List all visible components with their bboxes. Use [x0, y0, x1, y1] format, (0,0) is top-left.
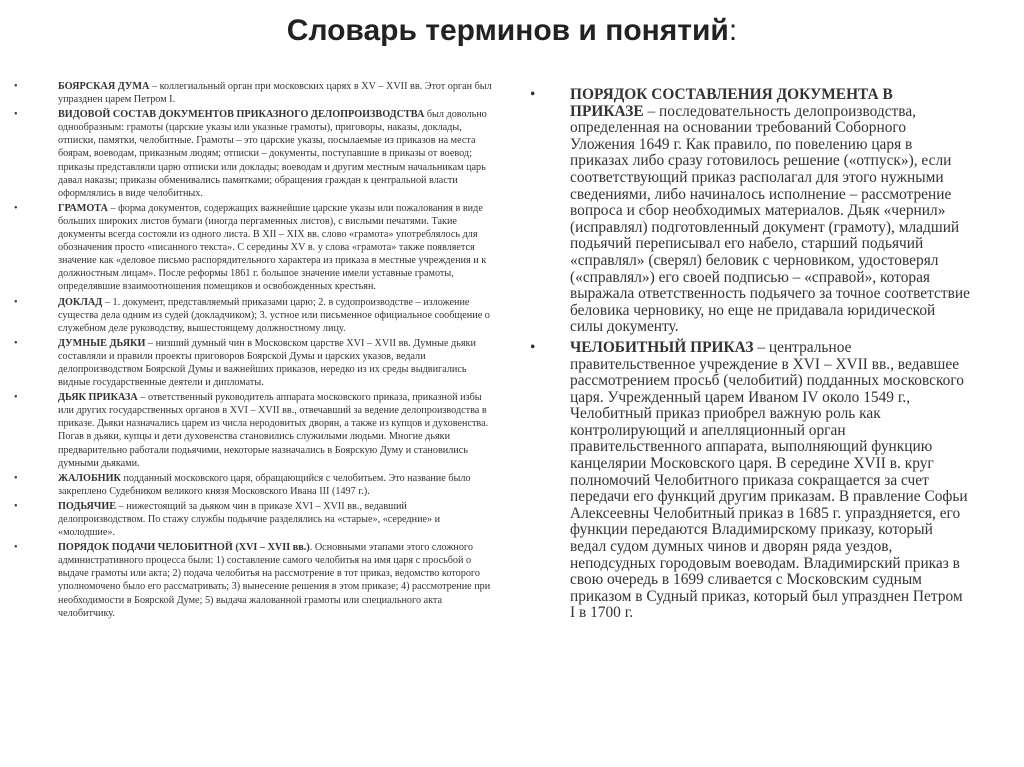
glossary-term: ДУМНЫЕ ДЬЯКИ — [58, 337, 146, 349]
glossary-item — [14, 337, 496, 389]
glossary-term: ДОКЛАД — [58, 296, 103, 308]
glossary-item — [14, 296, 496, 335]
glossary-term: ПОРЯДОК СОСТАВЛЕНИЯ ДОКУМЕНТА В ПРИКАЗЕ — [570, 86, 893, 120]
glossary-term: БОЯРСКАЯ ДУМА — [58, 81, 150, 92]
title-main: Словарь терминов и понятий — [286, 14, 729, 47]
glossary-term: ДЬЯК ПРИКАЗА — [58, 392, 138, 404]
glossary-definition: – нижестоящий за дьяком чин в приказе XVI – XVII вв., ведавший делопроизводством. По стажу службы подьячие разделялись на «старые», «середние» и «молодшие». — [58, 500, 441, 539]
glossary-term: ГРАМОТА — [58, 202, 108, 214]
glossary-term: ПОРЯДОК ПОДАЧИ ЧЕЛОБИТНОЙ (XVI – XVII вв.) — [58, 542, 310, 554]
glossary-item — [14, 472, 496, 498]
bullet-icon: • — [14, 500, 18, 512]
glossary-item — [14, 80, 496, 106]
bullet-icon: • — [14, 542, 18, 554]
glossary-definition: был довольно однообразным: грамоты (царские указы или указные грамоты), приговоры, наказы, доклады, отписки, памятки, челобитные. Грамоты – это царские указы, посылаемые из приказов на места боярам, воеводам, приказным людям; отписки – документы, поступавшие в приказы от воевод; приказы представляли царю отписки или доклады; воеводам и другим местным начальникам царь давал наказы; приказы обменивались памятками; обращения граждан к центральной власти оформлялись в виде челобитных. — [58, 109, 487, 199]
glossary-definition: – ответственный руководитель аппарата московского приказа, приказной избы или других государственных органов в XVI – XVII вв., отвечавший за ведение делопроизводства в приказе. Дьяки назначались царем из числа неродовитых дворян, а также из купцов и духовенства. Погав в дьяки, купцы и дети духовенства становились служилыми людьми. Многие дьяки предварительно работали подьячими, некоторые назначались в Боярскую Думу и становились думными дьяками. — [58, 392, 489, 469]
bullet-icon: • — [14, 337, 18, 349]
bullet-icon: • — [14, 472, 18, 484]
glossary-item — [14, 108, 496, 200]
glossary-item — [14, 202, 496, 294]
glossary-term: ВИДОВОЙ СОСТАВ ДОКУМЕНТОВ ПРИКАЗНОГО ДЕЛОПРОИЗВОДСТВА — [58, 109, 425, 121]
glossary-definition: – 1. документ, представляемый приказами царю; 2. в судопроизводстве – изложение существа дела одним из судей (докладчиком); 3. устное или письменное официальное сообщение о служебном деле руководству, вышестоящему должностному лицу. — [58, 296, 490, 334]
left-glossary-column — [14, 80, 496, 622]
bullet-icon: • — [14, 81, 18, 92]
glossary-term: ПОДЬЯЧИЕ — [58, 500, 117, 512]
glossary-definition: – последовательность делопроизводства, определенная на основании требований Соборного Уложения 1649 г. Как правило, по повелению царя в приказах либо сразу готовилось решение («отпуск»), если соответствующий приказ располагал для этого нужными сведениями, либо начиналось исполнение – рассмотрение вопроса и сбор необходимых материалов. Дьяк «чернил» (исправлял) подготовленный документ (грамоту), младший подьячий переписывал его набело, старший подьячий «справлял» (сверял) беловик с черновиком, удостоверял («справлял») его своей подписью – «справой», которая выражала ответственность подьячего за точное соответствие беловика черновику, но еще не придавала юридической силы документу. — [570, 102, 970, 336]
bullet-icon: • — [14, 202, 18, 214]
glossary-item — [14, 391, 496, 470]
glossary-definition: – центральное правительственное учреждение в XVI – XVII вв., ведавшее рассмотрением просьб (челобитий) подданных московского царя. Учрежденный царем Иваном IV около 1549 г., Челобитный приказ приобрел важную роль как контролирующий и апелляционный орган правительственного аппарата, выполняющий функцию канцелярии Московского царя. В середине XVII в. круг полномочий Челобитного приказа сокращается за счет передачи его функций другим приказам. В правление Софьи Алексеевны Челобитный приказ в 1685 г. упраздняется, его функции передаются Владимирскому приказу, который ведал судом думных чинов и дворян ряда уездов, неподсудных городовым воеводам. Владимирский приказ в свою очередь в 1699 сливается с Московским судным приказом в Судный приказ, который был упразднен Петром I в 1700 г. — [570, 338, 968, 622]
bullet-icon: • — [14, 296, 18, 308]
glossary-definition: – коллегиальный орган при московских царях в XV – XVII вв. Этот орган был упразднен царем Петром I. — [58, 81, 492, 106]
glossary-item — [530, 340, 970, 622]
bullet-icon: • — [530, 86, 536, 103]
glossary-definition: . Основными этапами этого сложного административного процесса были: 1) составление самого челобитья на имя царя с просьбой о выдаче грамоты или акта; 2) подача челобитья на рассмотрение в тот приказ, ведомство которого уполномочено было его рассматривать; 3) вынесение решения в этом приказе; 4) рассмотрение при необходимости в Боярской Думе; 5) выдача жалованной грамоты или специального акта челобитчику. — [58, 542, 491, 619]
right-glossary-column — [530, 87, 970, 626]
glossary-definition: – низший думный чин в Московском царстве XVI – XVII вв. Думные дьяки составляли и правили проекты приговоров Боярской Думы и царских указов, ведали делопроизводством Боярской Думы и важнейших приказов, нередко из их среды выдвигались видные государственные деятели и дипломаты. — [58, 337, 476, 389]
bullet-icon: • — [14, 392, 18, 404]
glossary-definition: подданный московского царя, обращающийся с челобитьем. Это название было закреплено Судебником великого князя Московского Ивана III (1497 г.). — [58, 472, 471, 497]
glossary-definition: – форма документов, содержащих важнейшие царские указы или пожалования в виде больших широких листов бумаги (иногда пергаменных листов), с вислыми печатями. Такие документы всегда состояли из одного листа. В XII – XIX вв. слово «грамота» употреблялось для обозначения просто «писанного текста». С середины XV в. у слова «грамота» также появляется значение как «деловое письмо распорядительного характера из приказа в местные учреждения и к должностным лицам». После реформы 1861 г. большое значение имели уставные грамоты, определявшие взаимоотношения помещиков и освобожденных крестьян. — [58, 202, 487, 293]
title-colon: : — [728, 14, 738, 47]
page-title — [0, 14, 1024, 48]
bullet-icon: • — [530, 338, 536, 356]
glossary-item — [14, 541, 496, 620]
glossary-term: ЖАЛОБНИК — [58, 472, 121, 484]
glossary-term: ЧЕЛОБИТНЫЙ ПРИКАЗ — [570, 338, 754, 356]
glossary-item — [14, 500, 496, 539]
bullet-icon: • — [14, 109, 18, 121]
glossary-item — [530, 87, 970, 336]
